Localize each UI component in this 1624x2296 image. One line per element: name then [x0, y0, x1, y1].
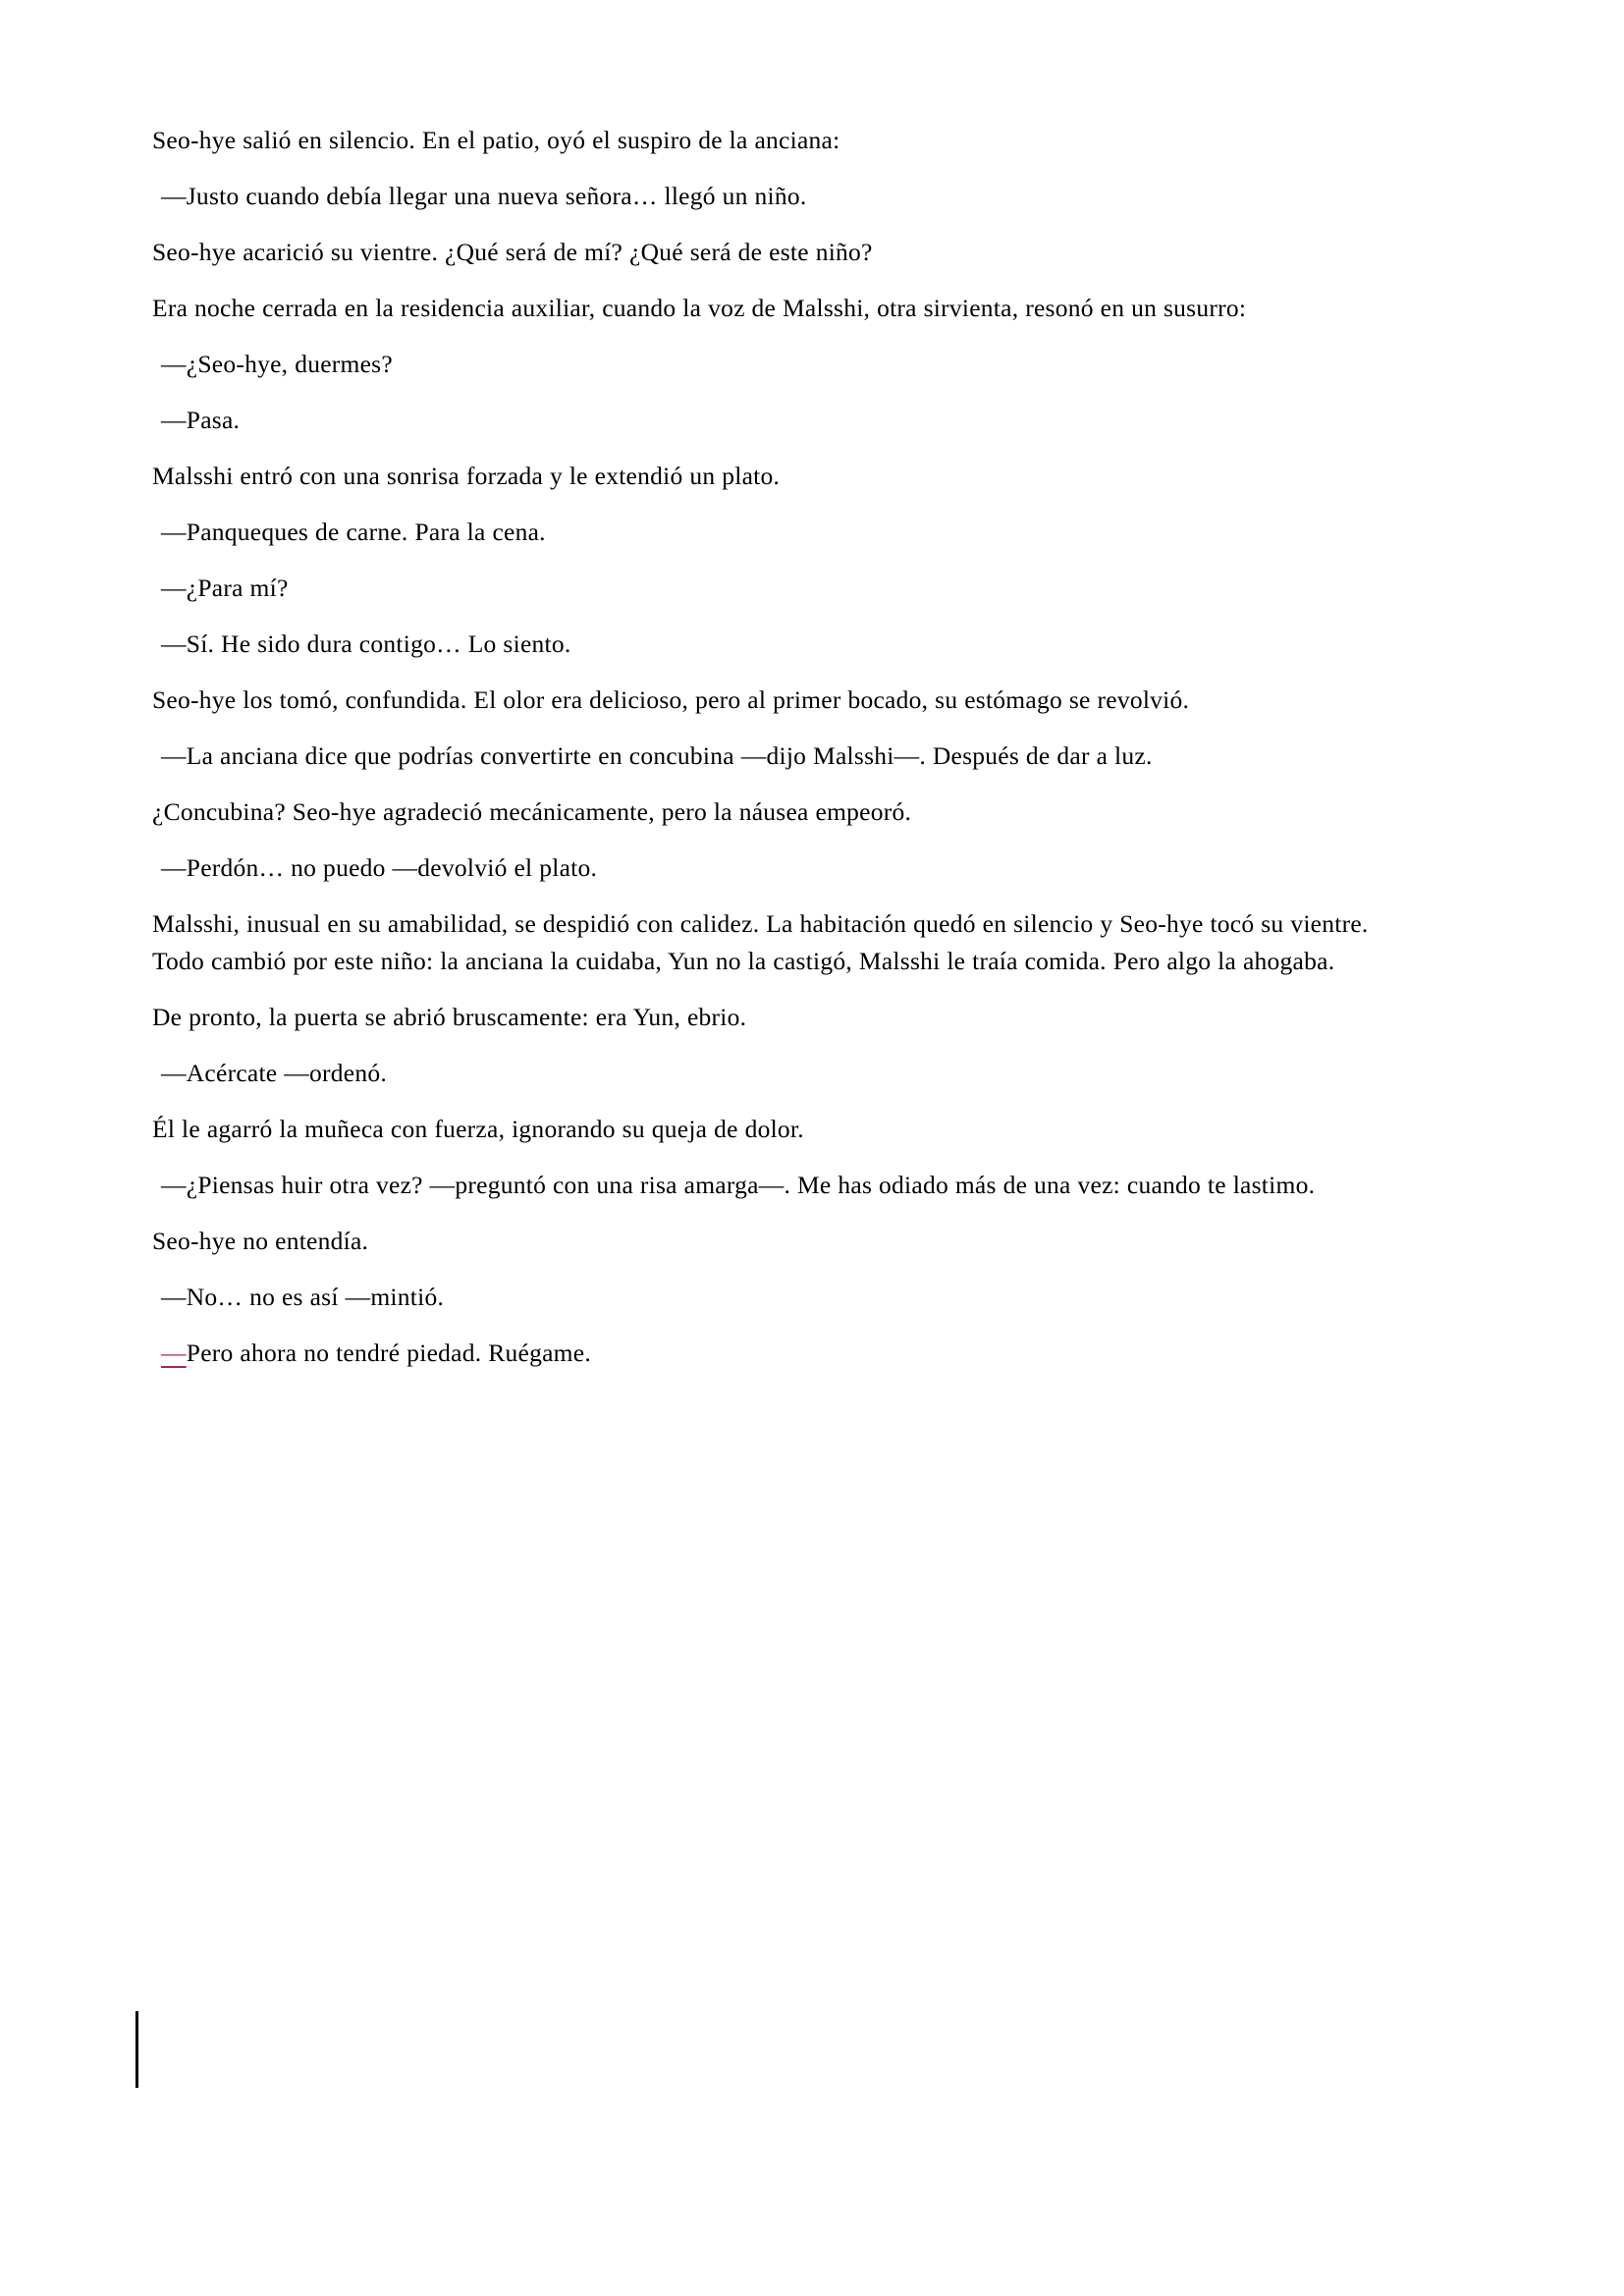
paragraph-text: Pero ahora no tendré piedad. Ruégame. — [186, 1339, 591, 1367]
paragraph: Malsshi entró con una sonrisa forzada y le extendió un plato. — [152, 462, 781, 490]
paragraph: Seo-hye los tomó, confundida. El olor era delicioso, pero al primer bocado, su estómago se revolvió. — [152, 685, 1190, 714]
revision-change-bar — [135, 2011, 138, 2088]
paragraph: Era noche cerrada en la residencia auxiliar, cuando la voz de Malsshi, otra sirvienta, resonó en un susurro: — [152, 294, 1247, 322]
paragraph: Seo-hye no entendía. — [152, 1227, 369, 1255]
paragraph: —¿Seo-hye, duermes? — [161, 350, 393, 378]
paragraph: De pronto, la puerta se abrió bruscamente: era Yun, ebrio. — [152, 1003, 747, 1031]
paragraph: —¿Piensas huir otra vez? —preguntó con una risa amarga—. Me has odiado más de una vez: cuando te lastimo. — [161, 1171, 1316, 1199]
paragraph: —No… no es así —mintió. — [161, 1283, 445, 1311]
paragraph: Él le agarró la muñeca con fuerza, ignorando su queja de dolor. — [152, 1115, 804, 1143]
paragraph: Seo-hye acarició su vientre. ¿Qué será de mí? ¿Qué será de este niño? — [152, 238, 873, 266]
paragraph: —Pasa. — [161, 406, 241, 434]
body-text-column — [152, 122, 1378, 1372]
paragraph-revised — [152, 1335, 1378, 1372]
paragraph: —Sí. He sido dura contigo… Lo siento. — [161, 629, 571, 658]
paragraph: —Perdón… no puedo —devolvió el plato. — [161, 853, 598, 882]
paragraph: —¿Para mí? — [161, 574, 289, 602]
paragraph: Seo-hye salió en silencio. En el patio, oyó el suspiro de la anciana: — [152, 126, 840, 154]
paragraph: —Justo cuando debía llegar una nueva señora… llegó un niño. — [161, 182, 807, 210]
tracked-insertion-dash: — — [161, 1339, 187, 1367]
paragraph: —Acércate —ordenó. — [161, 1059, 387, 1087]
paragraph: —Panqueques de carne. Para la cena. — [161, 518, 546, 546]
paragraph: Malsshi, inusual en su amabilidad, se despidió con calidez. La habitación quedó en silencio y Seo-hye tocó su vientre. Todo cambió por este niño: la anciana la cuidaba, Yun no la castigó, Malsshi le traía comida. Pero algo la ahogaba. — [152, 909, 1369, 975]
paragraph: —La anciana dice que podrías convertirte en concubina —dijo Malsshi—. Después de dar a luz. — [161, 741, 1153, 770]
paragraph: ¿Concubina? Seo-hye agradeció mecánicamente, pero la náusea empeoró. — [152, 797, 912, 826]
